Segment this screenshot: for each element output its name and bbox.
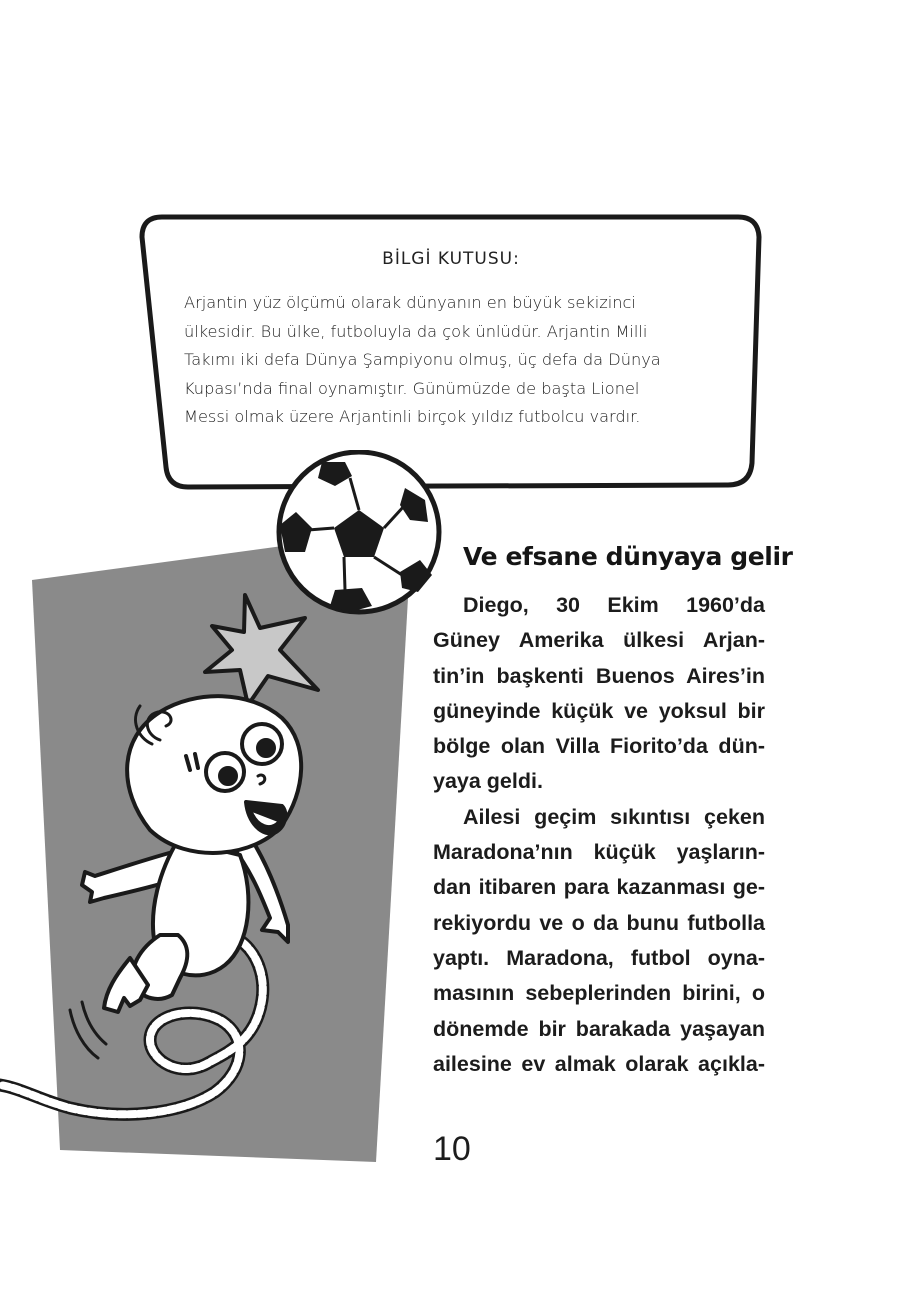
- story-line: masının sebeplerinden birini, o: [433, 981, 765, 1006]
- info-box-title: BİLGİ KUTUSU:: [382, 249, 520, 269]
- story-line: Maradona’nın küçük yaşların-: [433, 840, 765, 865]
- story-line: bölge olan Villa Fiorito’da dün-: [433, 734, 765, 759]
- info-box-line: ülkesidir. Bu ülke, futboluyla da çok ünlüdür. Arjantin Milli: [184, 321, 648, 341]
- story-line: güneyinde küçük ve yoksul bir: [433, 698, 765, 723]
- story-line: rekiyordu ve o da bunu futbolla: [433, 910, 765, 935]
- info-box-line: Messi olmak üzere Arjantinli birçok yıldız futbolcu vardır.: [184, 407, 641, 427]
- info-box-body: [184, 289, 724, 432]
- story-line: yaptı. Maradona, futbol oyna-: [433, 945, 765, 970]
- story-line: dan itibaren para kazanması ge-: [433, 875, 765, 900]
- story-line: Güney Amerika ülkesi Arjan-: [433, 628, 765, 653]
- story-line: yaya geldi.: [433, 769, 543, 794]
- info-box-line: Takımı iki defa Dünya Şampiyonu olmuş, üç defa da Dünya: [184, 350, 661, 370]
- story-line: Diego, 30 Ekim 1960’da: [463, 593, 765, 617]
- illustration: [0, 450, 460, 1170]
- story-line: tin’in başkenti Buenos Aires’in: [433, 663, 765, 688]
- info-box-line: Arjantin yüz ölçümü olarak dünyanın en büyük sekizinci: [184, 293, 636, 312]
- section-heading: Ve efsane dünyaya gelir: [463, 542, 793, 571]
- soccer-ball-icon: [279, 452, 439, 612]
- info-box-line: Kupası’nda final oynamıştır. Günümüzde de başta Lionel: [184, 378, 640, 398]
- page-number: 10: [433, 1130, 471, 1168]
- story-line: dönemde bir barakada yaşayan: [433, 1016, 765, 1041]
- story-line: ailesine ev almak olarak açıkla-: [433, 1051, 765, 1076]
- story-line: Ailesi geçim sıkıntısı çeken: [463, 804, 765, 829]
- story-text: [433, 588, 765, 1082]
